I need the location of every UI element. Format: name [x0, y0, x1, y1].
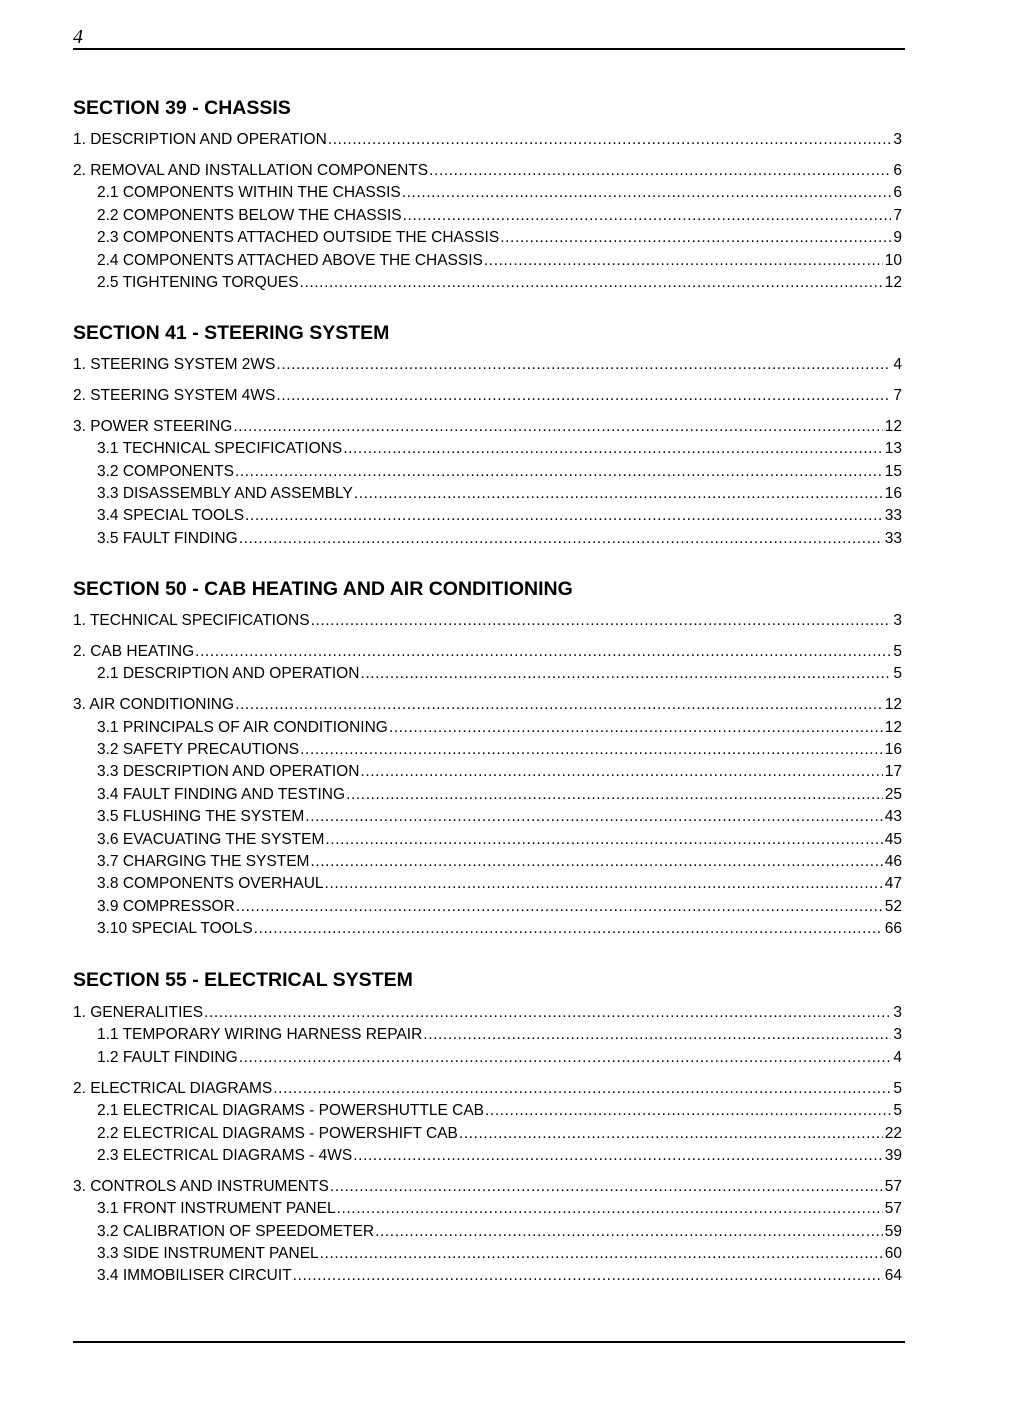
toc-subentry[interactable] — [97, 786, 902, 806]
toc-subentry[interactable] — [97, 719, 902, 739]
toc-subentry[interactable] — [97, 1102, 902, 1122]
footer-rule — [73, 1341, 905, 1343]
toc-entry-page: 16 — [884, 485, 902, 502]
toc-entry-label: 3. POWER STEERING — [73, 418, 233, 435]
toc-entry[interactable] — [73, 131, 902, 151]
dot-leader — [311, 612, 892, 630]
toc-entry-page: 47 — [884, 875, 902, 892]
toc-subentry[interactable] — [97, 229, 902, 249]
dot-leader — [254, 920, 883, 938]
toc-subentry[interactable] — [97, 530, 902, 550]
toc-entry[interactable] — [73, 356, 902, 376]
toc-entry-label: 3.5 FLUSHING THE SYSTEM — [97, 808, 305, 825]
toc-subentry[interactable] — [97, 808, 902, 828]
toc-entry-page: 4 — [893, 1049, 902, 1066]
toc-entry[interactable] — [73, 418, 902, 438]
dot-leader — [320, 1245, 883, 1263]
toc-entry-page: 3 — [893, 612, 902, 629]
toc-subentry[interactable] — [97, 831, 902, 851]
toc-entry-page: 12 — [884, 418, 902, 435]
toc-entry-label: 3.10 SPECIAL TOOLS — [97, 920, 253, 937]
dot-leader — [300, 741, 883, 759]
toc-entry-label: 3.6 EVACUATING THE SYSTEM — [97, 831, 325, 848]
section-title: SECTION 41 - STEERING SYSTEM — [73, 322, 390, 344]
toc-entry-page: 4 — [893, 356, 902, 373]
toc-subentry[interactable] — [97, 463, 902, 483]
toc-entry-label: 2. ELECTRICAL DIAGRAMS — [73, 1080, 273, 1097]
dot-leader — [353, 1147, 883, 1165]
toc-entry-page: 3 — [893, 1004, 902, 1021]
dot-leader — [500, 229, 891, 247]
dot-leader — [300, 274, 883, 292]
toc-entry-page: 15 — [884, 463, 902, 480]
toc-entry-label: 2.4 COMPONENTS ATTACHED ABOVE THE CHASSIS — [97, 252, 483, 269]
toc-subentry[interactable] — [97, 875, 902, 895]
dot-leader — [403, 207, 892, 225]
dot-leader — [276, 356, 891, 374]
dot-leader — [325, 875, 883, 893]
toc-entry-label: 3.9 COMPRESSOR — [97, 898, 235, 915]
toc-entry-page: 6 — [893, 184, 902, 201]
toc-entry-page: 12 — [884, 274, 902, 291]
dot-leader — [305, 808, 882, 826]
dot-leader — [484, 252, 883, 270]
dot-leader — [423, 1026, 891, 1044]
toc-entry-label: 3.4 FAULT FINDING AND TESTING — [97, 786, 346, 803]
toc-subentry[interactable] — [97, 763, 902, 783]
toc-subentry[interactable] — [97, 1026, 902, 1046]
toc-entry-page: 5 — [893, 643, 902, 660]
toc-subentry[interactable] — [97, 665, 902, 685]
toc-entry-label: 2.2 ELECTRICAL DIAGRAMS - POWERSHIFT CAB — [97, 1125, 458, 1142]
toc-entry-page: 33 — [884, 530, 902, 547]
toc-entry-page: 17 — [884, 763, 902, 780]
toc-entry-page: 57 — [884, 1200, 902, 1217]
dot-leader — [325, 831, 882, 849]
toc-entry-label: 2. CAB HEATING — [73, 643, 195, 660]
toc-entry-page: 7 — [893, 207, 902, 224]
dot-leader — [293, 1267, 883, 1285]
dot-leader — [276, 387, 891, 405]
toc-entry-label: 1.2 FAULT FINDING — [97, 1049, 238, 1066]
toc-subentry[interactable] — [97, 1125, 902, 1145]
toc-entry-label: 3. AIR CONDITIONING — [73, 696, 235, 713]
toc-entry-page: 57 — [884, 1178, 902, 1195]
section-title: SECTION 39 - CHASSIS — [73, 97, 291, 119]
dot-leader — [273, 1080, 891, 1098]
toc-entry[interactable] — [73, 162, 902, 182]
toc-entry-label: 1. GENERALITIES — [73, 1004, 204, 1021]
toc-subentry[interactable] — [97, 485, 902, 505]
toc-entry-page: 5 — [893, 665, 902, 682]
header-rule — [73, 48, 905, 50]
toc-entry-label: 3.3 DESCRIPTION AND OPERATION — [97, 763, 360, 780]
toc-subentry[interactable] — [97, 1049, 902, 1069]
dot-leader — [330, 1178, 883, 1196]
toc-entry-label: 3.2 COMPONENTS — [97, 463, 234, 480]
toc-entry[interactable] — [73, 387, 902, 407]
toc-entry-page: 7 — [893, 387, 902, 404]
toc-entry[interactable] — [73, 1080, 902, 1100]
toc-subentry[interactable] — [97, 920, 902, 940]
toc-entry-page: 45 — [884, 831, 902, 848]
toc-subentry[interactable] — [97, 274, 902, 294]
toc-entry-label: 2. REMOVAL AND INSTALLATION COMPONENTS — [73, 162, 429, 179]
toc-entry-label: 3. CONTROLS AND INSTRUMENTS — [73, 1178, 329, 1195]
toc-entry-label: 1. STEERING SYSTEM 2WS — [73, 356, 276, 373]
toc-subentry[interactable] — [97, 440, 902, 460]
dot-leader — [195, 643, 891, 661]
toc-subentry[interactable] — [97, 1245, 902, 1265]
dot-leader — [346, 786, 883, 804]
toc-entry-label: 2.1 ELECTRICAL DIAGRAMS - POWERSHUTTLE CAB — [97, 1102, 485, 1119]
toc-subentry[interactable] — [97, 184, 902, 204]
dot-leader — [239, 530, 883, 548]
dot-leader — [236, 898, 883, 916]
dot-leader — [337, 1200, 883, 1218]
dot-leader — [233, 418, 882, 436]
dot-leader — [239, 1049, 892, 1067]
toc-entry-page: 10 — [884, 252, 902, 269]
toc-entry-label: 2.5 TIGHTENING TORQUES — [97, 274, 299, 291]
toc-entry-label: 1. TECHNICAL SPECIFICATIONS — [73, 612, 310, 629]
toc-entry-label: 3.3 SIDE INSTRUMENT PANEL — [97, 1245, 319, 1262]
toc-entry-page: 5 — [893, 1080, 902, 1097]
toc-entry-page: 52 — [884, 898, 902, 915]
toc-entry-page: 3 — [893, 1026, 902, 1043]
toc-entry-page: 33 — [884, 507, 902, 524]
toc-entry-label: 3.1 TECHNICAL SPECIFICATIONS — [97, 440, 343, 457]
dot-leader — [343, 440, 883, 458]
toc-subentry[interactable] — [97, 898, 902, 918]
dot-leader — [235, 696, 883, 714]
toc-entry-page: 9 — [893, 229, 902, 246]
toc-entry-page: 5 — [893, 1102, 902, 1119]
toc-entry-page: 12 — [884, 719, 902, 736]
dot-leader — [360, 763, 882, 781]
toc-entry-label: 3.1 PRINCIPALS OF AIR CONDITIONING — [97, 719, 388, 736]
toc-subentry[interactable] — [97, 507, 902, 527]
toc-entry-label: 2.3 ELECTRICAL DIAGRAMS - 4WS — [97, 1147, 353, 1164]
toc-entry-page: 46 — [884, 853, 902, 870]
toc-entry-label: 3.4 IMMOBILISER CIRCUIT — [97, 1267, 292, 1284]
toc-entry-label: 3.7 CHARGING THE SYSTEM — [97, 853, 310, 870]
toc-entry-label: 3.2 CALIBRATION OF SPEEDOMETER — [97, 1223, 375, 1240]
dot-leader — [375, 1223, 883, 1241]
toc-entry[interactable] — [73, 643, 902, 663]
section-title: SECTION 55 - ELECTRICAL SYSTEM — [73, 969, 413, 991]
section-title: SECTION 50 - CAB HEATING AND AIR CONDITIONING — [73, 578, 573, 600]
toc-entry-label: 3.8 COMPONENTS OVERHAUL — [97, 875, 324, 892]
toc-entry-label: 2.1 DESCRIPTION AND OPERATION — [97, 665, 360, 682]
toc-subentry[interactable] — [97, 853, 902, 873]
dot-leader — [360, 665, 891, 683]
toc-entry-label: 3.4 SPECIAL TOOLS — [97, 507, 245, 524]
dot-leader — [354, 485, 883, 503]
toc-entry-label: 1. DESCRIPTION AND OPERATION — [73, 131, 327, 148]
dot-leader — [328, 131, 892, 149]
toc-entry-page: 6 — [893, 162, 902, 179]
toc-subentry[interactable] — [97, 741, 902, 761]
dot-leader — [389, 719, 883, 737]
toc-subentry[interactable] — [97, 1267, 902, 1287]
toc-entry-page: 60 — [884, 1245, 902, 1262]
toc-entry-page: 13 — [884, 440, 902, 457]
toc-entry[interactable] — [73, 1004, 902, 1024]
toc-entry-page: 16 — [884, 741, 902, 758]
page-number: 4 — [73, 26, 83, 48]
toc-subentry[interactable] — [97, 1223, 902, 1243]
toc-entry[interactable] — [73, 612, 902, 632]
toc-entry-label: 3.3 DISASSEMBLY AND ASSEMBLY — [97, 485, 353, 502]
dot-leader — [459, 1125, 883, 1143]
toc-subentry[interactable] — [97, 207, 902, 227]
toc-subentry[interactable] — [97, 252, 902, 272]
toc-entry-page: 25 — [884, 786, 902, 803]
toc-entry-page: 12 — [884, 696, 902, 713]
toc-entry-page: 64 — [884, 1267, 902, 1284]
toc-entry-label: 2.1 COMPONENTS WITHIN THE CHASSIS — [97, 184, 401, 201]
dot-leader — [245, 507, 883, 525]
toc-entry-page: 66 — [884, 920, 902, 937]
toc-entry-label: 3.2 SAFETY PRECAUTIONS — [97, 741, 300, 758]
toc-subentry[interactable] — [97, 1147, 902, 1167]
toc-entry-page: 39 — [884, 1147, 902, 1164]
toc-entry-label: 2. STEERING SYSTEM 4WS — [73, 387, 276, 404]
toc-entry[interactable] — [73, 1178, 902, 1198]
dot-leader — [235, 463, 883, 481]
toc-subentry[interactable] — [97, 1200, 902, 1220]
toc-entry-label: 1.1 TEMPORARY WIRING HARNESS REPAIR — [97, 1026, 423, 1043]
dot-leader — [429, 162, 891, 180]
dot-leader — [310, 853, 882, 871]
toc-entry[interactable] — [73, 696, 902, 716]
dot-leader — [402, 184, 892, 202]
toc-entry-page: 22 — [884, 1125, 902, 1142]
dot-leader — [485, 1102, 891, 1120]
toc-entry-page: 43 — [884, 808, 902, 825]
dot-leader — [204, 1004, 891, 1022]
toc-entry-label: 3.5 FAULT FINDING — [97, 530, 238, 547]
toc-entry-label: 3.1 FRONT INSTRUMENT PANEL — [97, 1200, 336, 1217]
toc-entry-label: 2.2 COMPONENTS BELOW THE CHASSIS — [97, 207, 402, 224]
toc-entry-page: 59 — [884, 1223, 902, 1240]
toc-entry-page: 3 — [893, 131, 902, 148]
toc-entry-label: 2.3 COMPONENTS ATTACHED OUTSIDE THE CHASSIS — [97, 229, 500, 246]
